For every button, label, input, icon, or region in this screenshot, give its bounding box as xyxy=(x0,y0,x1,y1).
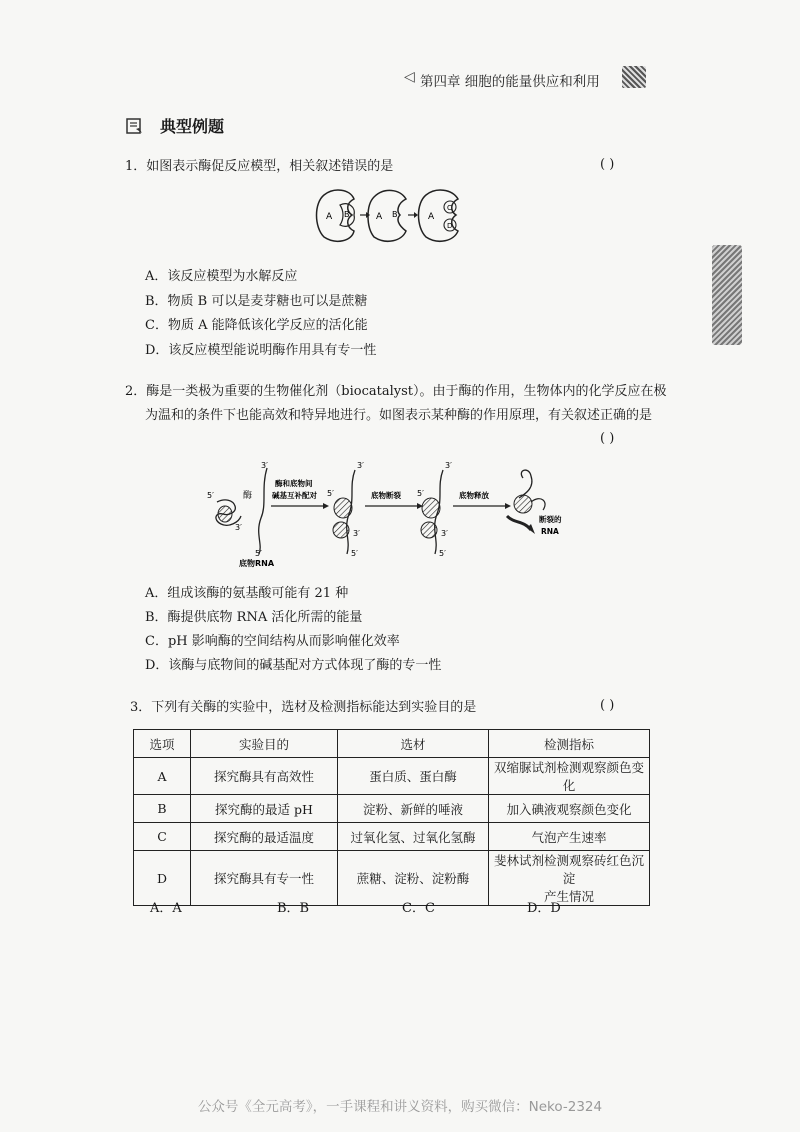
question-1-option-b[interactable]: B．物质 B 可以是麦芽糖也可以是蔗糖 xyxy=(145,294,368,309)
question-2-option-a[interactable]: A．组成该酶的氨基酸可能有 21 种 xyxy=(145,586,349,601)
fig1-label-a: A xyxy=(326,212,333,222)
question-2-option-d[interactable]: D．该酶与底物间的碱基配对方式体现了酶的专一性 xyxy=(145,658,442,673)
table-header-indicator: 检测指标 xyxy=(489,730,650,758)
table-row: B 探究酶的最适 pH 淀粉、新鲜的唾液 加入碘液观察颜色变化 xyxy=(134,795,650,823)
fig1-label-d: D xyxy=(447,222,453,230)
fig1-label-b: B xyxy=(344,210,350,219)
svg-text:5′: 5′ xyxy=(255,549,262,558)
chapter-marker: ◁ xyxy=(404,69,415,85)
svg-text:底物释放: 底物释放 xyxy=(459,491,489,500)
footer-watermark: 公众号《全元高考》，一手课程和讲义资料，购买微信：Neko-2324 xyxy=(197,1099,603,1115)
question-1-stem: 1．如图表示酶促反应模型，相关叙述错误的是 xyxy=(125,159,394,174)
question-2-stem-line-1: 2．酶是一类极为重要的生物催化剂（biocatalyst）。由于酶的作用，生物体内的化学反应在极 xyxy=(125,384,667,399)
fig1-label-b2: B xyxy=(392,210,398,219)
question-3-option-a[interactable]: A．A xyxy=(150,901,182,916)
svg-text:3′: 3′ xyxy=(235,523,242,532)
table-row: A 探究酶具有高效性 蛋白质、蛋白酶 双缩脲试剂检测观察颜色变化 xyxy=(134,758,650,795)
table-header-material: 选材 xyxy=(338,730,489,758)
question-1-option-c[interactable]: C．物质 A 能降低该化学反应的活化能 xyxy=(145,318,368,333)
table-header-option: 选项 xyxy=(134,730,191,758)
question-1-option-a[interactable]: A．该反应模型为水解反应 xyxy=(145,269,298,284)
fig1-label-a3: A xyxy=(428,212,435,222)
example-section-icon xyxy=(126,117,144,135)
fig2-substrate-label: 底物RNA xyxy=(239,559,275,568)
question-2-answer-paren: ( ) xyxy=(600,431,615,446)
question-1-answer-paren: ( ) xyxy=(600,157,615,172)
chapter-decoration-icon xyxy=(622,66,646,88)
svg-text:5′: 5′ xyxy=(439,549,446,558)
fig2-enzyme-label: 酶 xyxy=(243,491,253,501)
side-tab-icon xyxy=(712,245,742,345)
table-header-purpose: 实验目的 xyxy=(191,730,338,758)
question-2-option-c[interactable]: C．pH 影响酶的空间结构从而影响催化效率 xyxy=(145,634,400,649)
table-row: C 探究酶的最适温度 过氧化氢、过氧化氢酶 气泡产生速率 xyxy=(134,823,650,851)
svg-text:3′: 3′ xyxy=(441,529,448,538)
svg-text:5′: 5′ xyxy=(351,549,358,558)
fig1-label-a2: A xyxy=(376,212,383,222)
question-3-stem: 3．下列有关酶的实验中，选材及检测指标能达到实验目的是 xyxy=(130,700,477,715)
svg-text:3′: 3′ xyxy=(353,529,360,538)
svg-text:5′: 5′ xyxy=(417,489,424,498)
question-3-option-d[interactable]: D．D xyxy=(527,901,561,916)
svg-text:3′: 3′ xyxy=(261,461,268,470)
section-title: 典型例题 xyxy=(160,117,225,136)
svg-text:3′: 3′ xyxy=(445,461,452,470)
question-3-option-c[interactable]: C．C xyxy=(402,901,435,916)
svg-text:3′: 3′ xyxy=(357,461,364,470)
question-3-table xyxy=(133,729,650,906)
svg-text:5′: 5′ xyxy=(327,489,334,498)
question-2-option-b[interactable]: B．酶提供底物 RNA 活化所需的能量 xyxy=(145,610,363,625)
svg-text:酶和底物间: 酶和底物间 xyxy=(275,479,313,488)
svg-text:RNA: RNA xyxy=(541,527,559,536)
chapter-title: 第四章 细胞的能量供应和利用 xyxy=(420,74,600,90)
svg-text:5′: 5′ xyxy=(207,491,214,500)
question-3-answer-paren: ( ) xyxy=(600,698,615,713)
question-2-stem-line-2: 为温和的条件下也能高效和特异地进行。如图表示某种酶的作用原理，有关叙述正确的是 xyxy=(145,408,653,423)
question-1-enzyme-model-figure xyxy=(310,183,470,247)
question-1-option-d[interactable]: D．该反应模型能说明酶作用具有专一性 xyxy=(145,343,377,358)
svg-text:底物断裂: 底物断裂 xyxy=(371,491,401,500)
svg-text:断裂的: 断裂的 xyxy=(539,515,562,524)
question-2-ribozyme-figure xyxy=(205,458,585,570)
question-3-option-b[interactable]: B．B xyxy=(277,901,310,916)
svg-text:碱基互补配对: 碱基互补配对 xyxy=(272,491,317,500)
fig1-label-c: C xyxy=(447,204,452,212)
table-row: D 探究酶具有专一性 蔗糖、淀粉、淀粉酶 斐林试剂检测观察砖红色沉淀 产生情况 xyxy=(134,851,650,906)
table-header-row xyxy=(134,730,650,758)
